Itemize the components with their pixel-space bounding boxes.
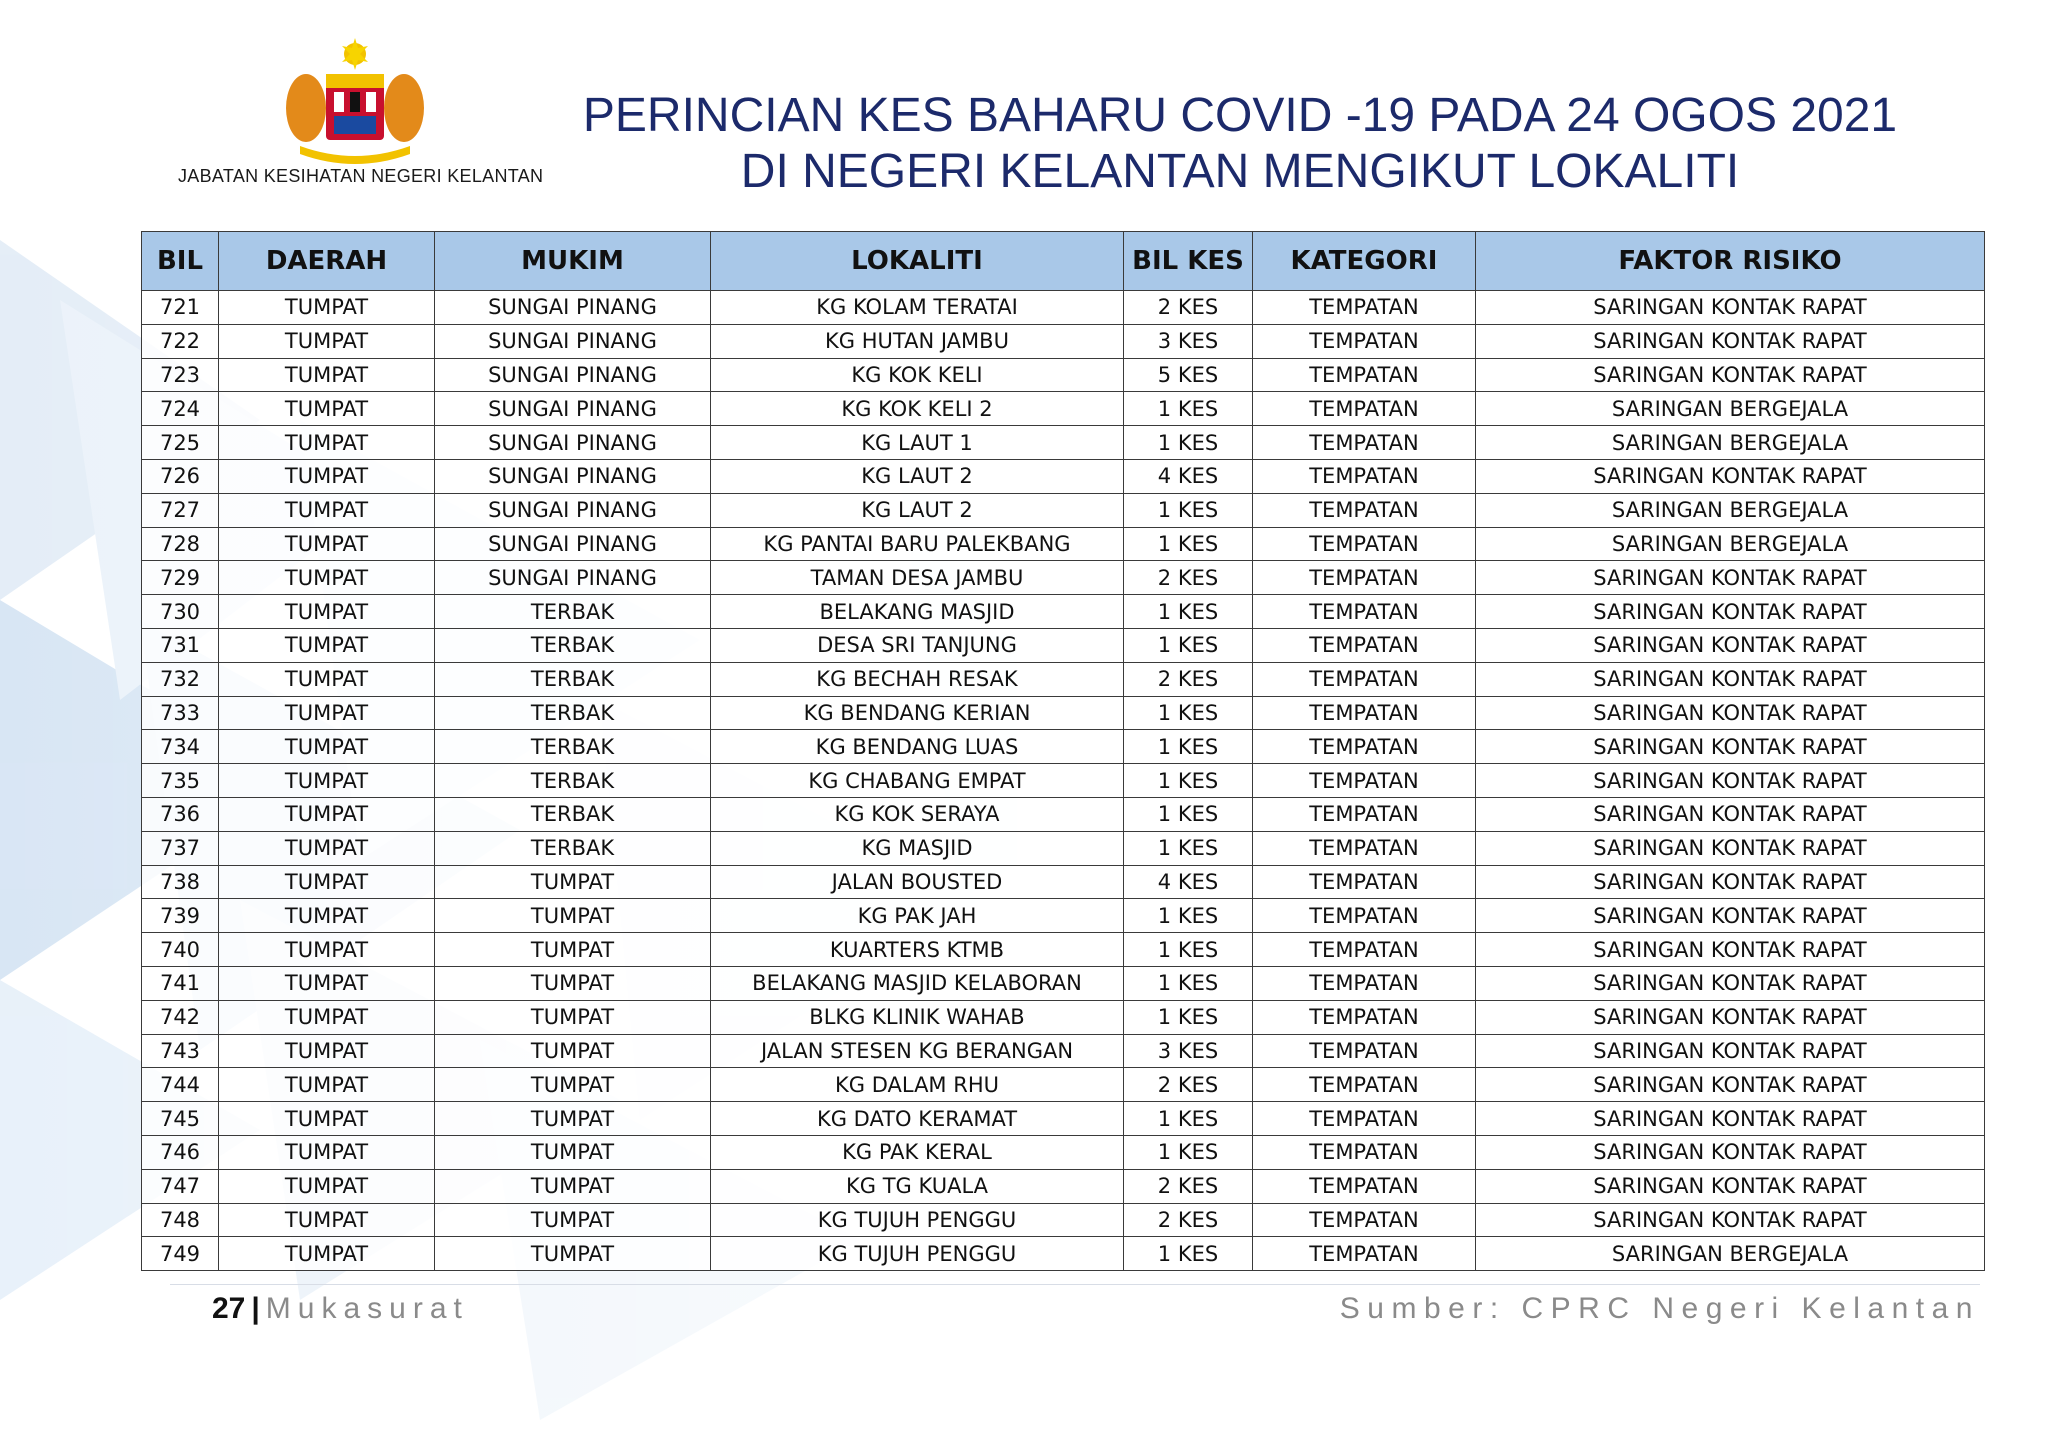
cell-bil-kes: 1 KES xyxy=(1124,696,1253,730)
cell-faktor-risiko: SARINGAN KONTAK RAPAT xyxy=(1476,730,1985,764)
cell-kategori: TEMPATAN xyxy=(1253,358,1476,392)
cell-lokaliti: KG TUJUH PENGGU xyxy=(711,1203,1124,1237)
cell-mukim: SUNGAI PINANG xyxy=(435,358,711,392)
cell-lokaliti: KUARTERS KTMB xyxy=(711,933,1124,967)
cell-bil: 749 xyxy=(142,1237,219,1271)
cell-daerah: TUMPAT xyxy=(219,1203,435,1237)
cell-bil: 723 xyxy=(142,358,219,392)
cell-bil-kes: 1 KES xyxy=(1124,527,1253,561)
cell-daerah: TUMPAT xyxy=(219,1000,435,1034)
cell-faktor-risiko: SARINGAN KONTAK RAPAT xyxy=(1476,662,1985,696)
cell-faktor-risiko: SARINGAN KONTAK RAPAT xyxy=(1476,324,1985,358)
cell-lokaliti: KG DATO KERAMAT xyxy=(711,1102,1124,1136)
cell-mukim: TUMPAT xyxy=(435,1102,711,1136)
cell-kategori: TEMPATAN xyxy=(1253,730,1476,764)
header-daerah: DAERAH xyxy=(219,232,435,291)
cell-faktor-risiko: SARINGAN KONTAK RAPAT xyxy=(1476,291,1985,325)
table-row xyxy=(142,1034,1985,1068)
cell-kategori: TEMPATAN xyxy=(1253,1135,1476,1169)
table-row xyxy=(142,1135,1985,1169)
cell-kategori: TEMPATAN xyxy=(1253,392,1476,426)
cell-mukim: SUNGAI PINANG xyxy=(435,291,711,325)
cell-mukim: TUMPAT xyxy=(435,1000,711,1034)
table-header xyxy=(142,232,1985,291)
cell-bil: 725 xyxy=(142,426,219,460)
page-word: Mukasurat xyxy=(265,1292,469,1325)
table-row xyxy=(142,730,1985,764)
cell-bil-kes: 4 KES xyxy=(1124,459,1253,493)
cell-daerah: TUMPAT xyxy=(219,933,435,967)
cell-kategori: TEMPATAN xyxy=(1253,1237,1476,1271)
page-number-footer xyxy=(212,1292,469,1326)
cell-lokaliti: KG HUTAN JAMBU xyxy=(711,324,1124,358)
cell-bil-kes: 1 KES xyxy=(1124,1237,1253,1271)
cell-lokaliti: KG TG KUALA xyxy=(711,1169,1124,1203)
cell-mukim: TUMPAT xyxy=(435,933,711,967)
cell-bil-kes: 1 KES xyxy=(1124,1135,1253,1169)
cell-bil-kes: 1 KES xyxy=(1124,730,1253,764)
cell-bil-kes: 2 KES xyxy=(1124,291,1253,325)
cell-bil: 729 xyxy=(142,561,219,595)
cell-bil: 738 xyxy=(142,865,219,899)
cell-bil: 742 xyxy=(142,1000,219,1034)
cell-mukim: TUMPAT xyxy=(435,1034,711,1068)
header-mukim: MUKIM xyxy=(435,232,711,291)
table-row xyxy=(142,966,1985,1000)
cases-table xyxy=(141,231,1985,1271)
page-header xyxy=(0,0,2048,230)
cell-mukim: TUMPAT xyxy=(435,1203,711,1237)
cell-bil-kes: 1 KES xyxy=(1124,595,1253,629)
cell-lokaliti: KG DALAM RHU xyxy=(711,1068,1124,1102)
cell-bil-kes: 2 KES xyxy=(1124,1169,1253,1203)
cell-daerah: TUMPAT xyxy=(219,865,435,899)
cell-daerah: TUMPAT xyxy=(219,561,435,595)
header-kategori: KATEGORI xyxy=(1253,232,1476,291)
cell-bil-kes: 2 KES xyxy=(1124,1203,1253,1237)
table-row xyxy=(142,899,1985,933)
cell-kategori: TEMPATAN xyxy=(1253,493,1476,527)
cell-bil-kes: 1 KES xyxy=(1124,764,1253,798)
cell-mukim: TUMPAT xyxy=(435,1135,711,1169)
cell-faktor-risiko: SARINGAN KONTAK RAPAT xyxy=(1476,696,1985,730)
cell-faktor-risiko: SARINGAN KONTAK RAPAT xyxy=(1476,1135,1985,1169)
cell-faktor-risiko: SARINGAN KONTAK RAPAT xyxy=(1476,831,1985,865)
cell-bil: 740 xyxy=(142,933,219,967)
cell-kategori: TEMPATAN xyxy=(1253,1102,1476,1136)
cell-bil: 730 xyxy=(142,595,219,629)
header-faktor-risiko: FAKTOR RISIKO xyxy=(1476,232,1985,291)
cell-lokaliti: KG BECHAH RESAK xyxy=(711,662,1124,696)
cell-bil-kes: 1 KES xyxy=(1124,899,1253,933)
cell-lokaliti: KG KOK KELI xyxy=(711,358,1124,392)
table-row xyxy=(142,527,1985,561)
cell-mukim: TERBAK xyxy=(435,662,711,696)
cell-mukim: TUMPAT xyxy=(435,1237,711,1271)
header-bil-kes: BIL KES xyxy=(1124,232,1253,291)
cell-bil: 722 xyxy=(142,324,219,358)
cell-lokaliti: KG KOK KELI 2 xyxy=(711,392,1124,426)
cell-daerah: TUMPAT xyxy=(219,831,435,865)
cell-bil-kes: 4 KES xyxy=(1124,865,1253,899)
table-row xyxy=(142,595,1985,629)
cell-bil-kes: 1 KES xyxy=(1124,797,1253,831)
page-title xyxy=(520,88,1960,200)
cell-lokaliti: KG MASJID xyxy=(711,831,1124,865)
cell-bil-kes: 1 KES xyxy=(1124,966,1253,1000)
cell-mukim: TUMPAT xyxy=(435,865,711,899)
cell-lokaliti: KG BENDANG LUAS xyxy=(711,730,1124,764)
cell-faktor-risiko: SARINGAN KONTAK RAPAT xyxy=(1476,628,1985,662)
cell-mukim: TUMPAT xyxy=(435,966,711,1000)
title-line-1: PERINCIAN KES BAHARU COVID -19 PADA 24 OGOS 2021 xyxy=(582,89,1898,142)
header-bil: BIL xyxy=(142,232,219,291)
cell-lokaliti: BLKG KLINIK WAHAB xyxy=(711,1000,1124,1034)
cell-lokaliti: BELAKANG MASJID xyxy=(711,595,1124,629)
table-body xyxy=(142,291,1985,1271)
cell-mukim: TERBAK xyxy=(435,696,711,730)
cell-bil: 737 xyxy=(142,831,219,865)
cell-faktor-risiko: SARINGAN KONTAK RAPAT xyxy=(1476,1000,1985,1034)
cell-daerah: TUMPAT xyxy=(219,324,435,358)
cell-lokaliti: DESA SRI TANJUNG xyxy=(711,628,1124,662)
cell-kategori: TEMPATAN xyxy=(1253,966,1476,1000)
table-row xyxy=(142,628,1985,662)
cell-lokaliti: BELAKANG MASJID KELABORAN xyxy=(711,966,1124,1000)
cases-table-container xyxy=(141,231,1985,1271)
table-row xyxy=(142,1237,1985,1271)
cell-lokaliti: KG KOK SERAYA xyxy=(711,797,1124,831)
cell-bil: 744 xyxy=(142,1068,219,1102)
cell-bil: 736 xyxy=(142,797,219,831)
table-row xyxy=(142,358,1985,392)
cell-lokaliti: KG PANTAI BARU PALEKBANG xyxy=(711,527,1124,561)
cell-kategori: TEMPATAN xyxy=(1253,1169,1476,1203)
cell-bil: 735 xyxy=(142,764,219,798)
cell-bil-kes: 1 KES xyxy=(1124,628,1253,662)
cell-bil-kes: 2 KES xyxy=(1124,561,1253,595)
cell-lokaliti: KG PAK JAH xyxy=(711,899,1124,933)
cell-bil-kes: 1 KES xyxy=(1124,392,1253,426)
cell-faktor-risiko: SARINGAN KONTAK RAPAT xyxy=(1476,1102,1985,1136)
cell-faktor-risiko: SARINGAN KONTAK RAPAT xyxy=(1476,966,1985,1000)
cell-kategori: TEMPATAN xyxy=(1253,933,1476,967)
cell-bil: 734 xyxy=(142,730,219,764)
cell-faktor-risiko: SARINGAN KONTAK RAPAT xyxy=(1476,1169,1985,1203)
cell-daerah: TUMPAT xyxy=(219,628,435,662)
cell-mukim: SUNGAI PINANG xyxy=(435,527,711,561)
page-number: 27 xyxy=(212,1292,246,1325)
cell-bil: 741 xyxy=(142,966,219,1000)
cell-daerah: TUMPAT xyxy=(219,459,435,493)
table-row xyxy=(142,797,1985,831)
cell-kategori: TEMPATAN xyxy=(1253,865,1476,899)
cell-mukim: TUMPAT xyxy=(435,1068,711,1102)
table-row xyxy=(142,291,1985,325)
cell-bil: 726 xyxy=(142,459,219,493)
cell-mukim: TERBAK xyxy=(435,730,711,764)
cell-faktor-risiko: SARINGAN KONTAK RAPAT xyxy=(1476,1068,1985,1102)
table-row xyxy=(142,1000,1985,1034)
cell-lokaliti: KG LAUT 2 xyxy=(711,493,1124,527)
cell-faktor-risiko: SARINGAN BERGEJALA xyxy=(1476,1237,1985,1271)
cell-lokaliti: KG LAUT 2 xyxy=(711,459,1124,493)
table-row xyxy=(142,1169,1985,1203)
table-row xyxy=(142,459,1985,493)
cell-daerah: TUMPAT xyxy=(219,1237,435,1271)
cell-lokaliti: KG LAUT 1 xyxy=(711,426,1124,460)
table-row xyxy=(142,426,1985,460)
cell-faktor-risiko: SARINGAN KONTAK RAPAT xyxy=(1476,459,1985,493)
cell-bil-kes: 1 KES xyxy=(1124,933,1253,967)
cell-bil-kes: 2 KES xyxy=(1124,1068,1253,1102)
cell-kategori: TEMPATAN xyxy=(1253,426,1476,460)
cell-bil: 732 xyxy=(142,662,219,696)
table-row xyxy=(142,493,1985,527)
cell-mukim: SUNGAI PINANG xyxy=(435,493,711,527)
cell-lokaliti: JALAN STESEN KG BERANGAN xyxy=(711,1034,1124,1068)
cell-bil-kes: 3 KES xyxy=(1124,324,1253,358)
cell-bil-kes: 1 KES xyxy=(1124,831,1253,865)
cell-daerah: TUMPAT xyxy=(219,392,435,426)
cell-mukim: SUNGAI PINANG xyxy=(435,392,711,426)
cell-faktor-risiko: SARINGAN KONTAK RAPAT xyxy=(1476,899,1985,933)
cell-bil: 747 xyxy=(142,1169,219,1203)
cell-kategori: TEMPATAN xyxy=(1253,527,1476,561)
cell-kategori: TEMPATAN xyxy=(1253,324,1476,358)
header-lokaliti: LOKALITI xyxy=(711,232,1124,291)
cell-faktor-risiko: SARINGAN KONTAK RAPAT xyxy=(1476,933,1985,967)
table-row xyxy=(142,696,1985,730)
cell-kategori: TEMPATAN xyxy=(1253,764,1476,798)
table-row xyxy=(142,1068,1985,1102)
cell-daerah: TUMPAT xyxy=(219,358,435,392)
cell-kategori: TEMPATAN xyxy=(1253,1034,1476,1068)
cell-faktor-risiko: SARINGAN KONTAK RAPAT xyxy=(1476,1203,1985,1237)
cell-daerah: TUMPAT xyxy=(219,966,435,1000)
cell-bil-kes: 5 KES xyxy=(1124,358,1253,392)
department-name: JABATAN KESIHATAN NEGERI KELANTAN xyxy=(178,166,544,186)
malaysia-coat-of-arms-icon xyxy=(270,38,440,168)
cell-kategori: TEMPATAN xyxy=(1253,291,1476,325)
cell-faktor-risiko: SARINGAN KONTAK RAPAT xyxy=(1476,561,1985,595)
cell-daerah: TUMPAT xyxy=(219,291,435,325)
cell-lokaliti: KG BENDANG KERIAN xyxy=(711,696,1124,730)
title-line-2: DI NEGERI KELANTAN MENGIKUT LOKALITI xyxy=(740,145,1740,198)
cell-faktor-risiko: SARINGAN BERGEJALA xyxy=(1476,527,1985,561)
cell-kategori: TEMPATAN xyxy=(1253,1000,1476,1034)
cell-mukim: TERBAK xyxy=(435,831,711,865)
table-row xyxy=(142,324,1985,358)
cell-faktor-risiko: SARINGAN KONTAK RAPAT xyxy=(1476,1034,1985,1068)
cell-mukim: SUNGAI PINANG xyxy=(435,426,711,460)
cell-daerah: TUMPAT xyxy=(219,797,435,831)
cell-lokaliti: KG PAK KERAL xyxy=(711,1135,1124,1169)
cell-bil: 727 xyxy=(142,493,219,527)
source-credit: Sumber: CPRC Negeri Kelantan xyxy=(1339,1292,1980,1325)
cell-kategori: TEMPATAN xyxy=(1253,1203,1476,1237)
table-header-row xyxy=(142,232,1985,291)
cell-lokaliti: TAMAN DESA JAMBU xyxy=(711,561,1124,595)
cell-daerah: TUMPAT xyxy=(219,493,435,527)
cell-kategori: TEMPATAN xyxy=(1253,628,1476,662)
cell-daerah: TUMPAT xyxy=(219,1135,435,1169)
cell-mukim: SUNGAI PINANG xyxy=(435,324,711,358)
cell-bil-kes: 2 KES xyxy=(1124,662,1253,696)
cell-daerah: TUMPAT xyxy=(219,1169,435,1203)
cell-mukim: TERBAK xyxy=(435,628,711,662)
cell-bil: 721 xyxy=(142,291,219,325)
cell-bil-kes: 1 KES xyxy=(1124,426,1253,460)
cell-bil-kes: 1 KES xyxy=(1124,1000,1253,1034)
cell-daerah: TUMPAT xyxy=(219,662,435,696)
cell-lokaliti: KG TUJUH PENGGU xyxy=(711,1237,1124,1271)
cell-daerah: TUMPAT xyxy=(219,595,435,629)
footer-divider xyxy=(170,1284,1980,1285)
cell-daerah: TUMPAT xyxy=(219,1102,435,1136)
cell-kategori: TEMPATAN xyxy=(1253,662,1476,696)
table-row xyxy=(142,764,1985,798)
cell-bil: 733 xyxy=(142,696,219,730)
cell-mukim: SUNGAI PINANG xyxy=(435,459,711,493)
cell-faktor-risiko: SARINGAN BERGEJALA xyxy=(1476,392,1985,426)
table-row xyxy=(142,561,1985,595)
table-row xyxy=(142,392,1985,426)
cell-faktor-risiko: SARINGAN KONTAK RAPAT xyxy=(1476,797,1985,831)
cell-daerah: TUMPAT xyxy=(219,527,435,561)
cell-lokaliti: JALAN BOUSTED xyxy=(711,865,1124,899)
cell-mukim: TERBAK xyxy=(435,595,711,629)
table-row xyxy=(142,865,1985,899)
table-row xyxy=(142,831,1985,865)
cell-faktor-risiko: SARINGAN BERGEJALA xyxy=(1476,493,1985,527)
table-row xyxy=(142,662,1985,696)
cell-faktor-risiko: SARINGAN KONTAK RAPAT xyxy=(1476,764,1985,798)
cell-faktor-risiko: SARINGAN KONTAK RAPAT xyxy=(1476,358,1985,392)
cell-kategori: TEMPATAN xyxy=(1253,1068,1476,1102)
cell-kategori: TEMPATAN xyxy=(1253,797,1476,831)
cell-kategori: TEMPATAN xyxy=(1253,561,1476,595)
cell-mukim: TERBAK xyxy=(435,797,711,831)
cell-bil: 748 xyxy=(142,1203,219,1237)
cell-mukim: SUNGAI PINANG xyxy=(435,561,711,595)
table-row xyxy=(142,1203,1985,1237)
cell-daerah: TUMPAT xyxy=(219,696,435,730)
footer-separator: | xyxy=(251,1292,260,1325)
cell-faktor-risiko: SARINGAN KONTAK RAPAT xyxy=(1476,595,1985,629)
cell-bil: 728 xyxy=(142,527,219,561)
cell-kategori: TEMPATAN xyxy=(1253,696,1476,730)
cell-bil: 724 xyxy=(142,392,219,426)
cell-bil-kes: 1 KES xyxy=(1124,1102,1253,1136)
table-row xyxy=(142,933,1985,967)
cell-faktor-risiko: SARINGAN KONTAK RAPAT xyxy=(1476,865,1985,899)
cell-bil: 746 xyxy=(142,1135,219,1169)
cell-bil: 743 xyxy=(142,1034,219,1068)
cell-kategori: TEMPATAN xyxy=(1253,595,1476,629)
cell-bil: 739 xyxy=(142,899,219,933)
cell-faktor-risiko: SARINGAN BERGEJALA xyxy=(1476,426,1985,460)
cell-bil: 731 xyxy=(142,628,219,662)
cell-kategori: TEMPATAN xyxy=(1253,459,1476,493)
cell-lokaliti: KG CHABANG EMPAT xyxy=(711,764,1124,798)
cell-bil-kes: 1 KES xyxy=(1124,493,1253,527)
cell-bil-kes: 3 KES xyxy=(1124,1034,1253,1068)
table-row xyxy=(142,1102,1985,1136)
cell-daerah: TUMPAT xyxy=(219,1034,435,1068)
cell-mukim: TERBAK xyxy=(435,764,711,798)
cell-daerah: TUMPAT xyxy=(219,730,435,764)
cell-daerah: TUMPAT xyxy=(219,1068,435,1102)
cell-daerah: TUMPAT xyxy=(219,426,435,460)
cell-lokaliti: KG KOLAM TERATAI xyxy=(711,291,1124,325)
cell-mukim: TUMPAT xyxy=(435,899,711,933)
cell-daerah: TUMPAT xyxy=(219,899,435,933)
cell-daerah: TUMPAT xyxy=(219,764,435,798)
cell-kategori: TEMPATAN xyxy=(1253,899,1476,933)
cell-mukim: TUMPAT xyxy=(435,1169,711,1203)
cell-bil: 745 xyxy=(142,1102,219,1136)
cell-kategori: TEMPATAN xyxy=(1253,831,1476,865)
